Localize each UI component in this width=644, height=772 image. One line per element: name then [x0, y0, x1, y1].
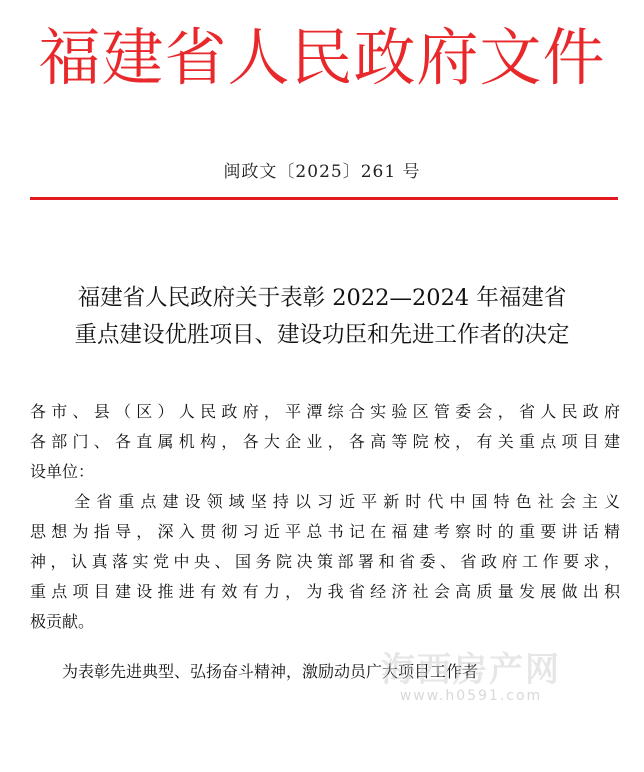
paragraph-1-line-1: 全省重点建设领域坚持以习近平新时代中国特色社会主义: [30, 492, 620, 511]
title-line-1: 福建省人民政府关于表彰 2022—2024 年福建省: [77, 285, 567, 311]
paragraph-1-line-2: 思想为指导，深入贯彻习近平总书记在福建考察时的重要讲话精: [30, 522, 620, 541]
document-number: 闽政文〔2025〕261 号: [223, 162, 421, 182]
document-body: [30, 397, 620, 690]
paragraph-1-line-5: 极贡献。: [30, 612, 95, 631]
red-divider-line: [30, 197, 618, 200]
watermark-logo: 海西房产网: [381, 650, 561, 690]
paragraph-gap: [30, 637, 620, 657]
document-title: [20, 280, 624, 354]
paragraph-2-line-1: 为表彰先进典型、弘扬奋斗精神，激励动员广大项目工作者: [30, 662, 479, 681]
addressee-line-2: 各部门、各直属机构，各大企业，各高等院校，有关重点项目建: [30, 432, 620, 451]
document-masthead: 福建省人民政府文件: [38, 21, 606, 94]
title-line-2: 重点建设优胜项目、建设功臣和先进工作者的决定: [74, 322, 570, 348]
paragraph-1-line-3: 神，认真落实党中央、国务院决策部署和省委、省政府工作要求，: [30, 552, 620, 571]
paragraph-1-line-4: 重点项目建设推进有效有力，为我省经济社会高质量发展做出积: [30, 582, 620, 601]
watermark-url: www.h0591.com: [399, 688, 543, 704]
addressee-line-3: 设单位：: [30, 462, 95, 481]
addressee-line-1: 各市、县（区）人民政府，平潭综合实验区管委会，省人民政府: [30, 402, 620, 421]
